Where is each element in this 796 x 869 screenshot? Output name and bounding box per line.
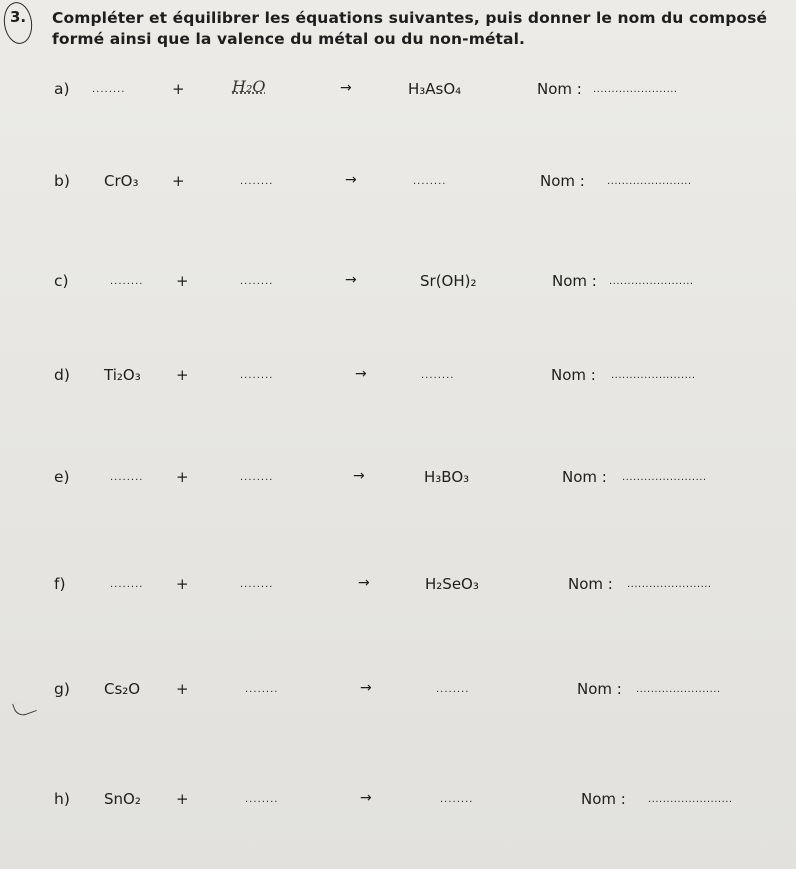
equation-row xyxy=(0,272,796,302)
reactant-2-handwritten: H₂O xyxy=(232,77,266,96)
equation-row xyxy=(0,172,796,202)
reactant-2-blank[interactable]: ........ xyxy=(245,684,279,695)
reactant-2-blank[interactable]: ........ xyxy=(240,579,274,590)
reactant-1: CrO₃ xyxy=(104,172,139,190)
plus-sign: + xyxy=(176,790,189,808)
reactant-2-blank[interactable]: ........ xyxy=(240,276,274,287)
equation-row xyxy=(0,575,796,605)
product-blank[interactable]: ........ xyxy=(440,794,474,805)
plus-sign: + xyxy=(176,680,189,698)
product-blank[interactable]: ........ xyxy=(413,176,447,187)
reactant-2-blank[interactable]: ........ xyxy=(240,472,274,483)
product: H₃BO₃ xyxy=(424,468,470,486)
nom-answer-blank[interactable]: ....................... xyxy=(636,684,721,695)
reaction-arrow: → xyxy=(358,575,370,591)
equation-row xyxy=(0,468,796,498)
product: H₂SeO₃ xyxy=(425,575,479,593)
reactant-1: Ti₂O₃ xyxy=(104,366,141,384)
nom-answer-blank[interactable]: ....................... xyxy=(609,276,694,287)
product-blank[interactable]: ........ xyxy=(421,370,455,381)
nom-label: Nom : xyxy=(551,366,596,384)
nom-label: Nom : xyxy=(581,790,626,808)
equation-row xyxy=(0,77,796,110)
reactant-1: SnO₂ xyxy=(104,790,141,808)
reactant-2-blank[interactable]: ........ xyxy=(245,794,279,805)
reaction-arrow: → xyxy=(360,680,372,696)
plus-sign: + xyxy=(176,366,189,384)
equation-label: f) xyxy=(54,575,66,593)
equation-label: e) xyxy=(54,468,70,486)
product: Sr(OH)₂ xyxy=(420,272,477,290)
nom-answer-blank[interactable]: ....................... xyxy=(648,794,733,805)
reaction-arrow: → xyxy=(355,366,367,382)
exercise-instruction: Compléter et équilibrer les équations suivantes, puis donner le nom du composé formé ainsi que la valence du métal ou du non-métal. xyxy=(52,9,768,48)
nom-label: Nom : xyxy=(552,272,597,290)
nom-label: Nom : xyxy=(537,80,582,98)
plus-sign: + xyxy=(176,272,189,290)
reaction-arrow: → xyxy=(345,172,357,188)
reaction-arrow: → xyxy=(353,468,365,484)
product: H₃AsO₄ xyxy=(408,80,462,98)
nom-label: Nom : xyxy=(562,468,607,486)
equation-row xyxy=(0,366,796,396)
nom-answer-blank[interactable]: ....................... xyxy=(622,472,707,483)
equation-label: g) xyxy=(54,680,70,698)
equation-label: c) xyxy=(54,272,69,290)
equation-label: d) xyxy=(54,366,70,384)
equation-label: a) xyxy=(54,80,70,98)
nom-label: Nom : xyxy=(568,575,613,593)
reactant-1-blank[interactable]: ........ xyxy=(110,579,144,590)
reactant-1-blank[interactable]: ........ xyxy=(110,276,144,287)
reaction-arrow: → xyxy=(345,272,357,288)
product-blank[interactable]: ........ xyxy=(436,684,470,695)
equation-row xyxy=(0,680,796,710)
reaction-arrow: → xyxy=(340,80,352,96)
reaction-arrow: → xyxy=(360,790,372,806)
plus-sign: + xyxy=(176,468,189,486)
plus-sign: + xyxy=(176,575,189,593)
nom-label: Nom : xyxy=(577,680,622,698)
plus-sign: + xyxy=(172,80,185,98)
reactant-1-blank[interactable]: ........ xyxy=(92,84,126,95)
reactant-1: Cs₂O xyxy=(104,680,141,698)
nom-label: Nom : xyxy=(540,172,585,190)
nom-answer-blank[interactable]: ....................... xyxy=(627,579,712,590)
reactant-2-blank[interactable]: ........ xyxy=(240,176,274,187)
equation-row xyxy=(0,790,796,820)
reactant-1-blank[interactable]: ........ xyxy=(110,472,144,483)
reactant-2-blank[interactable]: ........ xyxy=(240,370,274,381)
nom-answer-blank[interactable]: ....................... xyxy=(593,84,678,95)
equation-label: b) xyxy=(54,172,70,190)
equation-label: h) xyxy=(54,790,70,808)
exercise-number: 3. xyxy=(10,8,27,26)
nom-answer-blank[interactable]: ....................... xyxy=(607,176,692,187)
nom-answer-blank[interactable]: ....................... xyxy=(611,370,696,381)
plus-sign: + xyxy=(172,172,185,190)
